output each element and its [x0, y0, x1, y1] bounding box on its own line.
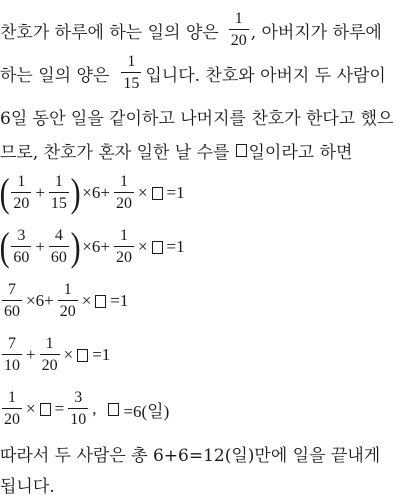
- line4-text-b: 일이라고 하면: [248, 142, 353, 163]
- unknown-box: [108, 403, 119, 416]
- equation-1: ( $\frac{1}{20}$ + $\frac{1}{15}$ ) ×6+ $\frac{1}{20}$ × =1: [0, 170, 185, 215]
- eq5-frac-2: $\frac{3}{10}$: [70, 389, 87, 428]
- eq4-frac-1: $\frac{7}{10}$: [4, 335, 20, 374]
- eq2-frac-1: $\frac{3}{60}$: [13, 227, 30, 266]
- line1-text-a: 찬호가 하루에 하는 일의 양은: [0, 22, 219, 43]
- final-text-2: 됩니다.: [0, 476, 55, 497]
- unknown-box: [152, 241, 163, 254]
- unknown-box: [152, 187, 163, 200]
- equation-3: $\frac{7}{60}$ ×6+ $\frac{1}{20}$ × =1: [4, 281, 129, 320]
- equation-4: $\frac{7}{10}$ + $\frac{1}{20}$ × =1: [4, 335, 111, 374]
- eq1-frac-3: $\frac{1}{20}$: [115, 173, 132, 212]
- line2-text-b: 입니다. 찬호와 아버지 두 사람이: [145, 65, 386, 86]
- eq2-frac-3: $\frac{1}{20}$: [115, 227, 132, 266]
- eq1-frac-2: $\frac{1}{15}$: [50, 173, 67, 212]
- text-line-4: [0, 137, 352, 163]
- equation-2: ( $\frac{3}{60}$ + $\frac{4}{60}$ ) ×6+ $\frac{1}{20}$ × =1: [0, 224, 185, 269]
- line4-text-a: 므로, 찬호가 혼자 일한 날 수를: [0, 142, 230, 163]
- line2-text-a: 하는 일의 양은: [0, 65, 110, 86]
- text-line-3: [0, 103, 394, 129]
- unknown-box: [77, 349, 88, 362]
- text-line-final-2: [0, 473, 55, 495]
- line1-text-b: , 아버지가 하루에: [250, 22, 382, 43]
- equation-5: $\frac{1}{20}$ × = $\frac{3}{10}$ , =6(일): [4, 389, 170, 428]
- unknown-box: [95, 295, 106, 308]
- eq5-frac-1: $\frac{1}{20}$: [4, 389, 20, 428]
- fraction-1-15: $\frac{1}{15}$: [123, 53, 140, 92]
- text-line-2: [0, 53, 386, 93]
- text-line-1: [0, 10, 382, 50]
- eq1-frac-1: $\frac{1}{20}$: [13, 173, 30, 212]
- eq4-frac-2: $\frac{1}{20}$: [41, 335, 58, 374]
- eq3-frac-2: $\frac{1}{20}$: [59, 281, 76, 320]
- eq2-frac-2: $\frac{4}{60}$: [50, 227, 67, 266]
- final-text-1: 따라서 두 사람은 총 6+6=12(일)만에 일을 끝내게: [0, 445, 381, 466]
- text-line-final-1: [0, 442, 380, 464]
- line3-text: 6일 동안 일을 같이하고 나머지를 찬호가 한다고 했으: [0, 108, 394, 129]
- fraction-1-20: $\frac{1}{20}$: [230, 10, 247, 49]
- unknown-box: [236, 144, 247, 157]
- eq3-frac-1: $\frac{7}{60}$: [4, 281, 20, 320]
- unknown-box: [40, 403, 51, 416]
